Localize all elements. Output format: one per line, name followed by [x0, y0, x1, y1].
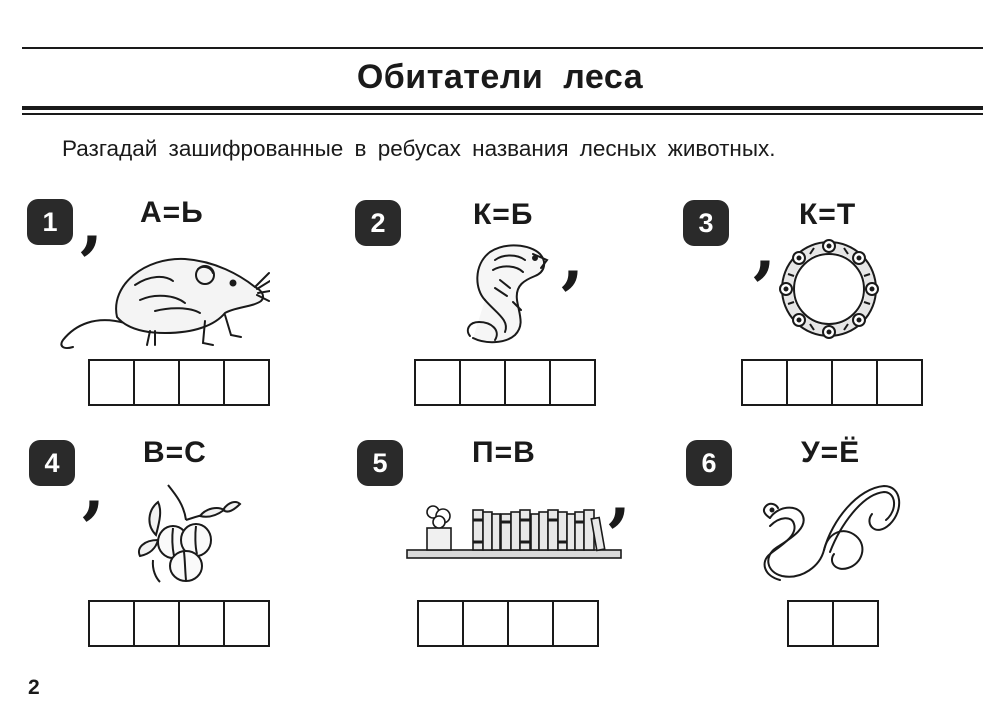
bookshelf-icon	[405, 498, 623, 564]
answer-boxes[interactable]	[741, 359, 923, 406]
puzzle-number-badge: 5	[357, 440, 403, 486]
letter-rule: В=С	[143, 436, 207, 469]
answer-box[interactable]	[223, 600, 270, 647]
answer-box[interactable]	[459, 359, 506, 406]
answer-box[interactable]	[414, 359, 461, 406]
comma-sign: ,	[561, 219, 584, 297]
letter-rule: К=Т	[799, 198, 857, 231]
letter-rule: А=Ь	[140, 196, 204, 229]
answer-boxes[interactable]	[417, 600, 599, 647]
rat-icon	[55, 245, 270, 353]
puzzle-number-badge: 1	[27, 199, 73, 245]
comma-sign: ,	[82, 449, 105, 527]
answer-box[interactable]	[178, 359, 225, 406]
wreath-icon	[778, 238, 880, 340]
answer-box[interactable]	[504, 359, 551, 406]
answer-box[interactable]	[507, 600, 554, 647]
answer-box[interactable]	[741, 359, 788, 406]
puzzle-number-badge: 2	[355, 200, 401, 246]
answer-box[interactable]	[787, 600, 834, 647]
puzzle-number-badge: 3	[683, 200, 729, 246]
answer-box[interactable]	[178, 600, 225, 647]
title-rule-thick	[22, 106, 983, 110]
instruction-text: Разгадай зашифрованные в ребусах названия лесных животных.	[62, 136, 776, 161]
comma-sign: ,	[80, 184, 103, 262]
comma-sign: ,	[608, 456, 631, 534]
letter-rule: У=Ё	[801, 436, 861, 469]
answer-boxes[interactable]	[414, 359, 596, 406]
page-number: 2	[28, 676, 40, 699]
plum-branch-icon	[128, 480, 243, 585]
puzzle-number-badge: 4	[29, 440, 75, 486]
snake-icon	[758, 480, 904, 584]
puzzle-number-badge: 6	[686, 440, 732, 486]
top-rule	[22, 47, 983, 49]
answer-box[interactable]	[462, 600, 509, 647]
answer-boxes[interactable]	[88, 359, 270, 406]
answer-box[interactable]	[832, 600, 879, 647]
answer-boxes[interactable]	[787, 600, 879, 647]
answer-box[interactable]	[133, 359, 180, 406]
comma-sign: ,	[753, 209, 776, 287]
title-rule-thin	[22, 113, 983, 115]
answer-box[interactable]	[552, 600, 599, 647]
answer-box[interactable]	[88, 359, 135, 406]
answer-box[interactable]	[417, 600, 464, 647]
answer-box[interactable]	[223, 359, 270, 406]
answer-boxes[interactable]	[88, 600, 270, 647]
answer-box[interactable]	[88, 600, 135, 647]
page-title: Обитатели леса	[356, 58, 644, 96]
answer-box[interactable]	[133, 600, 180, 647]
letter-rule: П=В	[472, 436, 536, 469]
letter-rule: К=Б	[473, 198, 534, 231]
answer-box[interactable]	[549, 359, 596, 406]
answer-box[interactable]	[786, 359, 833, 406]
answer-box[interactable]	[831, 359, 878, 406]
cobra-icon	[455, 240, 560, 350]
answer-box[interactable]	[876, 359, 923, 406]
